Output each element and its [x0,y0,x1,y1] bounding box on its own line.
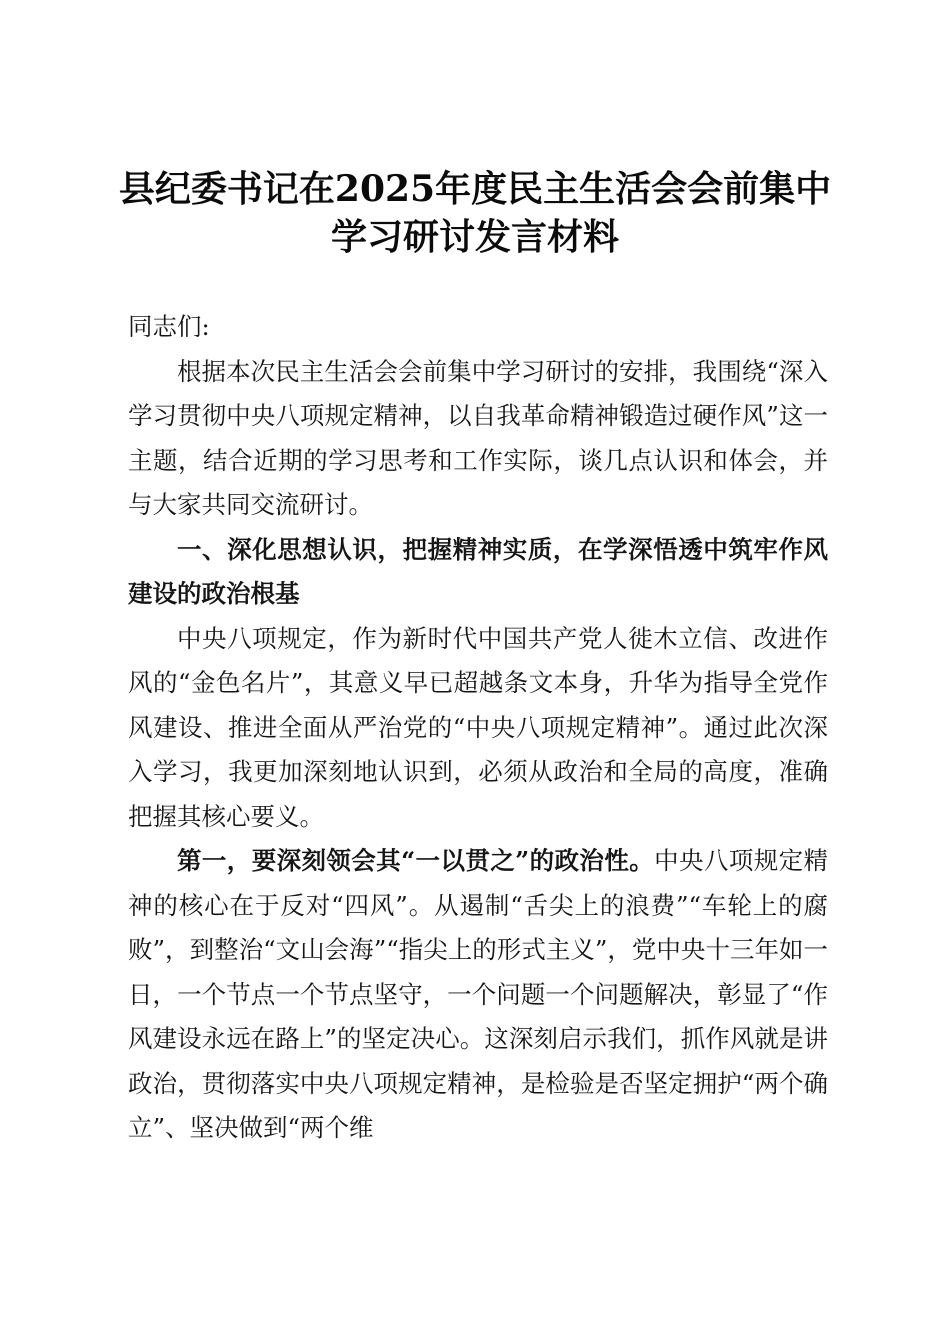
title-line-2: 学习研讨发言材料 [330,216,619,258]
title-line-1: 县纪委书记在2025年度民主生活会会前集中 [118,168,832,210]
document-body [128,305,828,1151]
section-1-paragraph: 中央八项规定，作为新时代中国共产党人徙木立信、改进作风的“金色名片”，其意义早已超越条文本身，升华为指导全党作风建设、推进全面从严治党的“中央八项规定精神”。通过此次深入学习，我更加深刻地认识到，必须从政治和全局的高度，准确把握其核心要义。 [128,623,828,831]
point-1-lead: 第一，要深刻领会其“一以贯之”的政治性。 [177,846,655,875]
section-1-heading: 一、深化思想认识，把握精神实质，在学深悟透中筑牢作风建设的政治根基 [128,534,828,608]
document-title [110,165,840,261]
intro-paragraph: 根据本次民主生活会会前集中学习研讨的安排，我围绕“深入学习贯彻中央八项规定精神，以自我革命精神锻造过硬作风”这一主题，结合近期的学习思考和工作实际，谈几点认识和体会，并与大家共同交流研讨。 [128,356,828,519]
point-1-paragraph [128,839,828,1151]
salutation: 同志们: [128,312,210,341]
point-1-text: 中央八项规定精神的核心在于反对“四风”。从遏制“舌尖上的浪费”“车轮上的腐败”，到整治“文山会海”“指尖上的形式主义”，党中央十三年如一日，一个节点一个节点坚守，一个问题一个问题解决，彰显了“作风建设永远在路上”的坚定决心。这深刻启示我们，抓作风就是讲政治，贯彻落实中央八项规定精神，是检验是否坚定拥护“两个确立”、坚决做到“两个维 [128,846,829,1142]
